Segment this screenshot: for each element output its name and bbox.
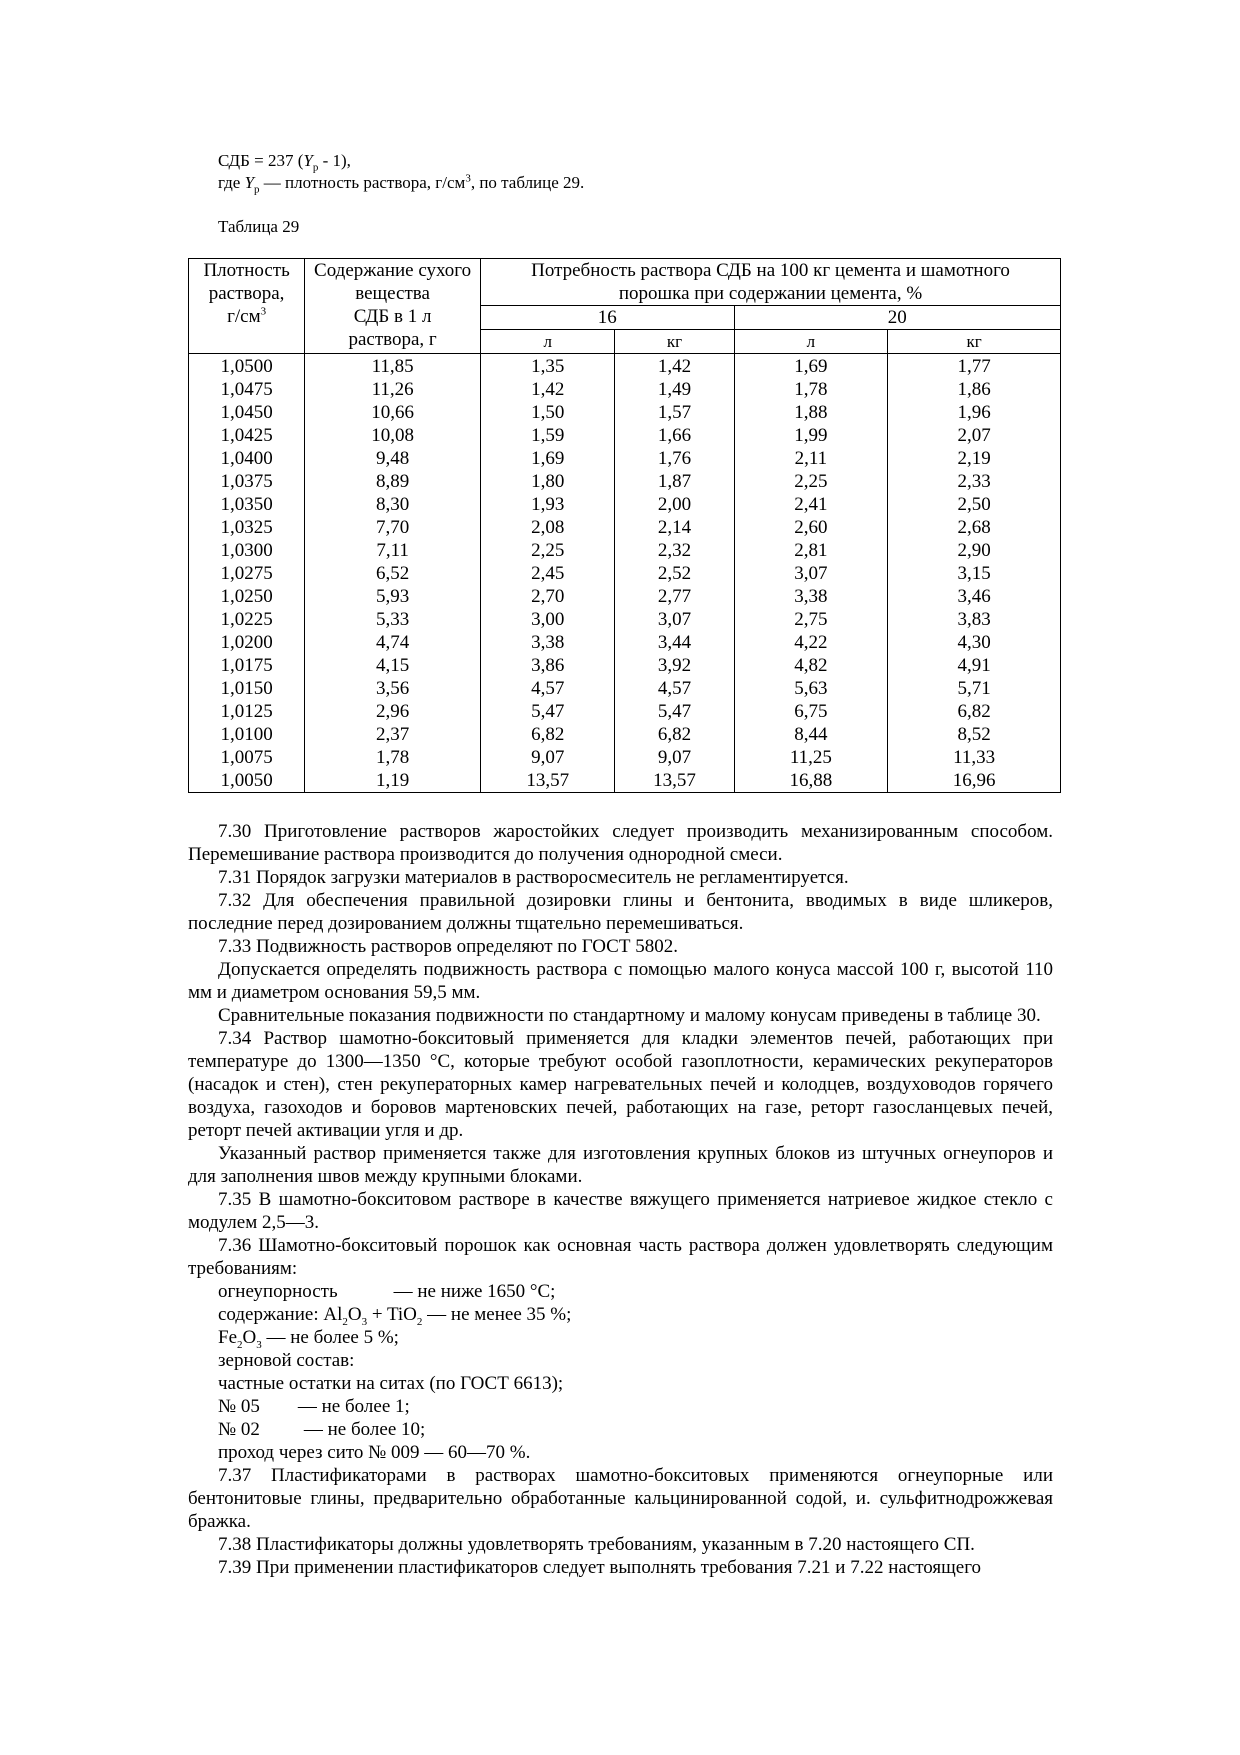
table-cell: 9,48 [305,447,481,470]
table-row [189,539,1061,562]
table-cell: 1,69 [481,447,615,470]
table-cell: 4,15 [305,654,481,677]
table-cell: 5,63 [734,677,888,700]
table-row [189,608,1061,631]
table-cell: 1,78 [305,746,481,769]
table-29 [188,258,1061,793]
sdb-formula: СДБ = 237 $(Y_р - 1)$, [218,151,351,174]
paragraph-7-37: 7.37 Пластификаторами в растворах шамотно-бокситовых применяются огнеупорные или бентонитовые глины, предварительно обработанные кальцинированной содой, и. сульфитнодрожжевая бражка. [188,1465,1053,1532]
table-cell: 1,80 [481,470,615,493]
table-cell: 1,0200 [189,631,305,654]
table-cell: 1,0050 [189,769,305,793]
table-row [189,562,1061,585]
table-cell: 1,0175 [189,654,305,677]
table-cell: 2,75 [734,608,888,631]
requirement-sieve-residues: частные остатки на ситах (по ГОСТ 6613); [218,1373,564,1394]
paragraph-7-39: 7.39 При применении пластификаторов следует выполнять требования 7.21 и 7.22 настоящего [218,1557,982,1578]
header-density: Плотность раствора, $г/см^3$ [189,259,305,354]
table-row [189,585,1061,608]
table-row [189,354,1061,379]
table-cell: 4,57 [615,677,734,700]
table-cell: 1,96 [888,401,1061,424]
table-cell: 2,19 [888,447,1061,470]
table-cell: 2,45 [481,562,615,585]
paragraph-7-33-cone: Допускается определять подвижность раствора с помощью малого конуса массой 100 г, высотой 110 мм и диаметром основания 59,5 мм. [188,959,1053,1003]
table-cell: 8,89 [305,470,481,493]
formula-explanation: где $Y_р$ — плотность раствора, $г/см^3$, по таблице 29. [218,172,585,196]
table-cell: 2,81 [734,539,888,562]
table-cell: 4,30 [888,631,1061,654]
header-unit-l-16: л [481,330,615,354]
table-cell: 1,50 [481,401,615,424]
table-cell: 7,70 [305,516,481,539]
table-row [189,700,1061,723]
table-cell: 10,08 [305,424,481,447]
table-cell: 2,90 [888,539,1061,562]
table-cell: 8,30 [305,493,481,516]
requirement-refractoriness: огнеупорность — не ниже 1650 °С; [218,1281,556,1302]
table-row [189,424,1061,447]
table-cell: 8,52 [888,723,1061,746]
table-cell: 5,71 [888,677,1061,700]
table-cell: 1,0125 [189,700,305,723]
requirement-iron-oxide: $Fe_2O_3$ — не более 5 %; [218,1327,399,1351]
table-cell: 2,50 [888,493,1061,516]
table-cell: 16,88 [734,769,888,793]
table-cell: 1,66 [615,424,734,447]
paragraph-7-35: 7.35 В шамотно-бокситовом растворе в качестве вяжущего применяется натриевое жидкое стекло с модулем 2,5—3. [188,1189,1053,1233]
table-row [189,378,1061,401]
body-text [188,820,1053,1579]
table-cell: 11,85 [305,354,481,379]
table-cell: 2,25 [734,470,888,493]
table-cell: 1,76 [615,447,734,470]
table-cell: 4,82 [734,654,888,677]
table-cell: 9,07 [615,746,734,769]
table-cell: 3,15 [888,562,1061,585]
table-cell: 1,0250 [189,585,305,608]
table-cell: 1,35 [481,354,615,379]
table-cell: 2,11 [734,447,888,470]
table-cell: 6,75 [734,700,888,723]
table-cell: 1,93 [481,493,615,516]
table-cell: 2,70 [481,585,615,608]
table-cell: 4,74 [305,631,481,654]
header-unit-kg-16: кг [615,330,734,354]
table-cell: 3,46 [888,585,1061,608]
header-cement-16: 16 [481,306,735,330]
table-cell: 2,77 [615,585,734,608]
table-cell: 2,00 [615,493,734,516]
table-cell: 1,78 [734,378,888,401]
paragraph-7-33: 7.33 Подвижность растворов определяют по ГОСТ 5802. [218,936,678,957]
table-cell: 6,82 [615,723,734,746]
table-cell: 5,47 [615,700,734,723]
table-cell: 1,0350 [189,493,305,516]
table-cell: 1,0150 [189,677,305,700]
table-cell: 8,44 [734,723,888,746]
table-cell: 2,96 [305,700,481,723]
header-dry-content: Содержание сухого вещества СДБ в 1 л раствора, г [305,259,481,354]
table-row [189,516,1061,539]
table-cell: 11,33 [888,746,1061,769]
requirement-sieve-05: № 05 — не более 1; [218,1396,410,1417]
table-cell: 1,19 [305,769,481,793]
table-cell: 2,33 [888,470,1061,493]
table-cell: 3,56 [305,677,481,700]
header-unit-l-20: л [734,330,888,354]
table-cell: 3,07 [734,562,888,585]
header-cement-20: 20 [734,306,1060,330]
table-cell: 2,25 [481,539,615,562]
table-cell: 1,86 [888,378,1061,401]
table-cell: 3,44 [615,631,734,654]
table-row [189,447,1061,470]
table-cell: 11,26 [305,378,481,401]
paragraph-7-32: 7.32 Для обеспечения правильной дозировки глины и бентонита, вводимых в виде шликеров, последние перед дозированием должны тщательно перемешиваться. [188,890,1053,934]
table-cell: 1,42 [481,378,615,401]
table-cell: 3,00 [481,608,615,631]
table-cell: 2,07 [888,424,1061,447]
table-cell: 7,11 [305,539,481,562]
table-cell: 1,0300 [189,539,305,562]
table-cell: 1,0450 [189,401,305,424]
table-cell: 9,07 [481,746,615,769]
table-cell: 2,32 [615,539,734,562]
table-cell: 1,0325 [189,516,305,539]
table-cell: 2,52 [615,562,734,585]
table-cell: 4,57 [481,677,615,700]
header-unit-kg-20: кг [888,330,1061,354]
table-row [189,723,1061,746]
table-cell: 1,49 [615,378,734,401]
table-row [189,769,1061,793]
table-cell: 1,0475 [189,378,305,401]
table-title: Таблица 29 [218,217,300,236]
table-cell: 1,59 [481,424,615,447]
table-cell: 1,0075 [189,746,305,769]
table-row [189,654,1061,677]
requirement-grain-heading: зерновой состав: [218,1350,355,1371]
table-row [189,746,1061,769]
paragraph-7-33-compare: Сравнительные показания подвижности по стандартному и малому конусам приведены в таблице 30. [218,1005,1041,1026]
table-cell: 1,0375 [189,470,305,493]
table-cell: 16,96 [888,769,1061,793]
table-cell: 3,38 [481,631,615,654]
table-cell: 4,91 [888,654,1061,677]
requirement-sieve-009: проход через сито № 009 — 60—70 %. [218,1442,531,1463]
table-cell: 1,57 [615,401,734,424]
table-cell: 1,0500 [189,354,305,379]
table-cell: 1,69 [734,354,888,379]
table-cell: 1,0100 [189,723,305,746]
table-cell: 11,25 [734,746,888,769]
header-sdb-demand: Потребность раствора СДБ на 100 кг цемента и шамотного порошка при содержании цемента, % [481,259,1061,306]
table-cell: 5,33 [305,608,481,631]
table-cell: 4,22 [734,631,888,654]
table-cell: 6,82 [481,723,615,746]
paragraph-7-34-blocks: Указанный раствор применяется также для изготовления крупных блоков из штучных огнеупоров и для заполнения швов между крупными блоками. [188,1143,1053,1187]
table-cell: 5,47 [481,700,615,723]
table-cell: 10,66 [305,401,481,424]
table-cell: 3,07 [615,608,734,631]
table-cell: 2,37 [305,723,481,746]
table-cell: 13,57 [481,769,615,793]
table-cell: 1,0225 [189,608,305,631]
requirement-alumina: содержание: $Al_2O_3 + TiO_2$ — не менее 35 %; [218,1304,572,1328]
table-cell: 1,0425 [189,424,305,447]
table-cell: 3,92 [615,654,734,677]
table-cell: 1,99 [734,424,888,447]
table-cell: 3,86 [481,654,615,677]
table-cell: 1,77 [888,354,1061,379]
table-cell: 5,93 [305,585,481,608]
table-cell: 13,57 [615,769,734,793]
table-cell: 1,0275 [189,562,305,585]
table-row [189,631,1061,654]
table-cell: 1,87 [615,470,734,493]
table-cell: 2,14 [615,516,734,539]
table-cell: 2,60 [734,516,888,539]
table-row [189,493,1061,516]
table-cell: 2,08 [481,516,615,539]
paragraph-7-36: 7.36 Шамотно-бокситовый порошок как основная часть раствора должен удовлетворять следующим требованиям: [188,1235,1053,1279]
table-cell: 2,41 [734,493,888,516]
table-row [189,470,1061,493]
table-cell: 1,42 [615,354,734,379]
table-row [189,401,1061,424]
table-cell: 3,83 [888,608,1061,631]
table-29-body [189,354,1061,793]
paragraph-7-31: 7.31 Порядок загрузки материалов в растворосмеситель не регламентируется. [218,867,849,888]
table-cell: 1,0400 [189,447,305,470]
table-cell: 6,52 [305,562,481,585]
paragraph-7-38: 7.38 Пластификаторы должны удовлетворять требованиям, указанным в 7.20 настоящего СП. [218,1534,975,1555]
table-cell: 2,68 [888,516,1061,539]
table-row [189,677,1061,700]
table-cell: 3,38 [734,585,888,608]
paragraph-7-30: 7.30 Приготовление растворов жаростойких следует производить механизированным способом. Перемешивание раствора производится до получения однородной смеси. [188,821,1053,865]
table-cell: 6,82 [888,700,1061,723]
requirement-sieve-02: № 02 — не более 10; [218,1419,426,1440]
paragraph-7-34: 7.34 Раствор шамотно-бокситовый применяется для кладки элементов печей, работающих при температуре до 1300—1350 °С, которые требуют особой газоплотности, керамических рекуператоров (насадок и стен), стен рекуператорных камер нагревательных печей и колодцев, воздуховодов горячего воздуха, газоходов и боровов мартеновских печей, работающих на газе, реторт газосланцевых печей, реторт печей активации угля и др. [188,1028,1053,1141]
table-cell: 1,88 [734,401,888,424]
